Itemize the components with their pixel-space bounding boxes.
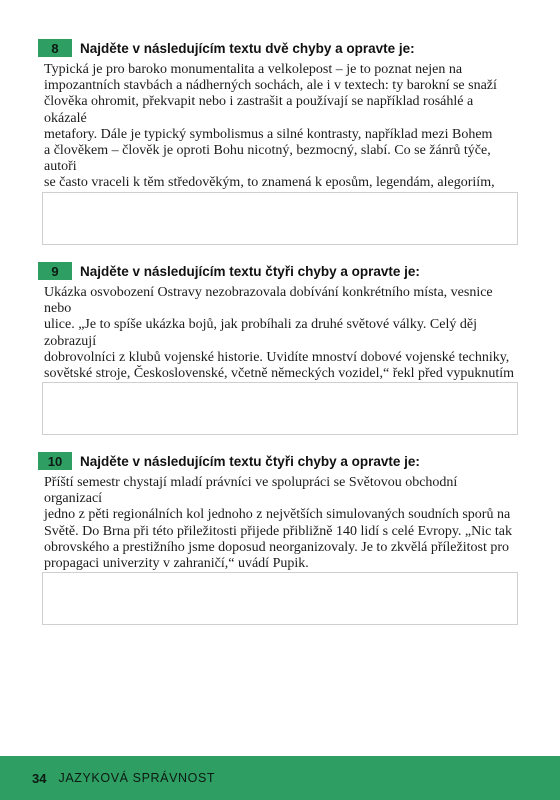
text-line: člověka ohromit, překvapit nebo i zastrašit a používají se například rosáhlé a okázalé xyxy=(44,94,474,126)
text-line: obrovského a prestižního jsme doposud neorganizovaly. Je to zkvělá příležitost pro xyxy=(44,539,510,555)
task-text xyxy=(44,475,516,572)
text-line: impozantních stavbách a nádherných sochách, ale i v textech: ty barokní se snaží xyxy=(44,78,497,94)
task-text xyxy=(44,62,516,208)
task-heading: Najděte v následujícím textu dvě chyby a opravte je: xyxy=(80,40,415,56)
page-footer xyxy=(0,756,560,800)
text-line: ulice. „Je to spíše ukázka bojů, jak probíhali za druhé světové války. Celý děj zobrazují xyxy=(44,317,477,349)
task-header xyxy=(38,262,522,280)
task-heading: Najděte v následujícím textu čtyři chyby a opravte je: xyxy=(80,453,420,469)
page-number: 34 xyxy=(32,770,47,786)
text-line: jedno z pěti regionálních kol jednoho z největších simulovaných soudních sporů na xyxy=(44,507,511,523)
section-title: JAZYKOVÁ SPRÁVNOST xyxy=(58,771,216,785)
answer-box[interactable] xyxy=(42,572,518,625)
text-line: dobrovolníci z klubů vojenské historie. Uvidíte mnoství dobové vojenské techniky, xyxy=(44,349,510,365)
task-header xyxy=(38,39,522,57)
task-header xyxy=(38,452,522,470)
task-number-badge: 9 xyxy=(38,262,72,280)
task-heading: Najděte v následujícím textu čtyři chyby a opravte je: xyxy=(80,263,420,279)
task-10 xyxy=(38,452,522,584)
text-line: sovětské stroje, Československé, včetně německých vozidel,“ řekl před vypuknutím xyxy=(44,366,515,382)
text-line: Světě. Do Brna při této přiležitosti přijede přibližně 140 lidí s celé Evropy. „Nic tak xyxy=(44,523,512,539)
text-line: Příští semestr chystají mladí právníci ve spolupráci se Světovou obchodní organizací xyxy=(44,475,458,507)
text-line: Typická je pro baroko monumentalita a velkolepost – je to poznat nejen na xyxy=(44,62,463,77)
answer-box[interactable] xyxy=(42,192,518,245)
text-line: propagaci univerzity v zahraničí,“ uvádí Pupik. xyxy=(44,556,309,572)
text-line: metafory. Dále je typický symbolismus a silné kontrasty, například mezi Bohem xyxy=(44,126,493,142)
task-number-badge: 10 xyxy=(38,452,72,470)
text-line: se často vraceli k těm středověkým, to znamená k eposům, legendám, alegoriím, xyxy=(44,175,495,191)
answer-box[interactable] xyxy=(42,382,518,435)
text-line: Ukázka osvobození Ostravy nezobrazovala dobívání konkrétního místa, vesnice nebo xyxy=(44,285,493,317)
text-line: a člověkem – člověk je oproti Bohu nicotný, bezmocný, slabí. Co se žánrů týče, autoři xyxy=(44,143,491,175)
task-number-badge: 8 xyxy=(38,39,72,57)
